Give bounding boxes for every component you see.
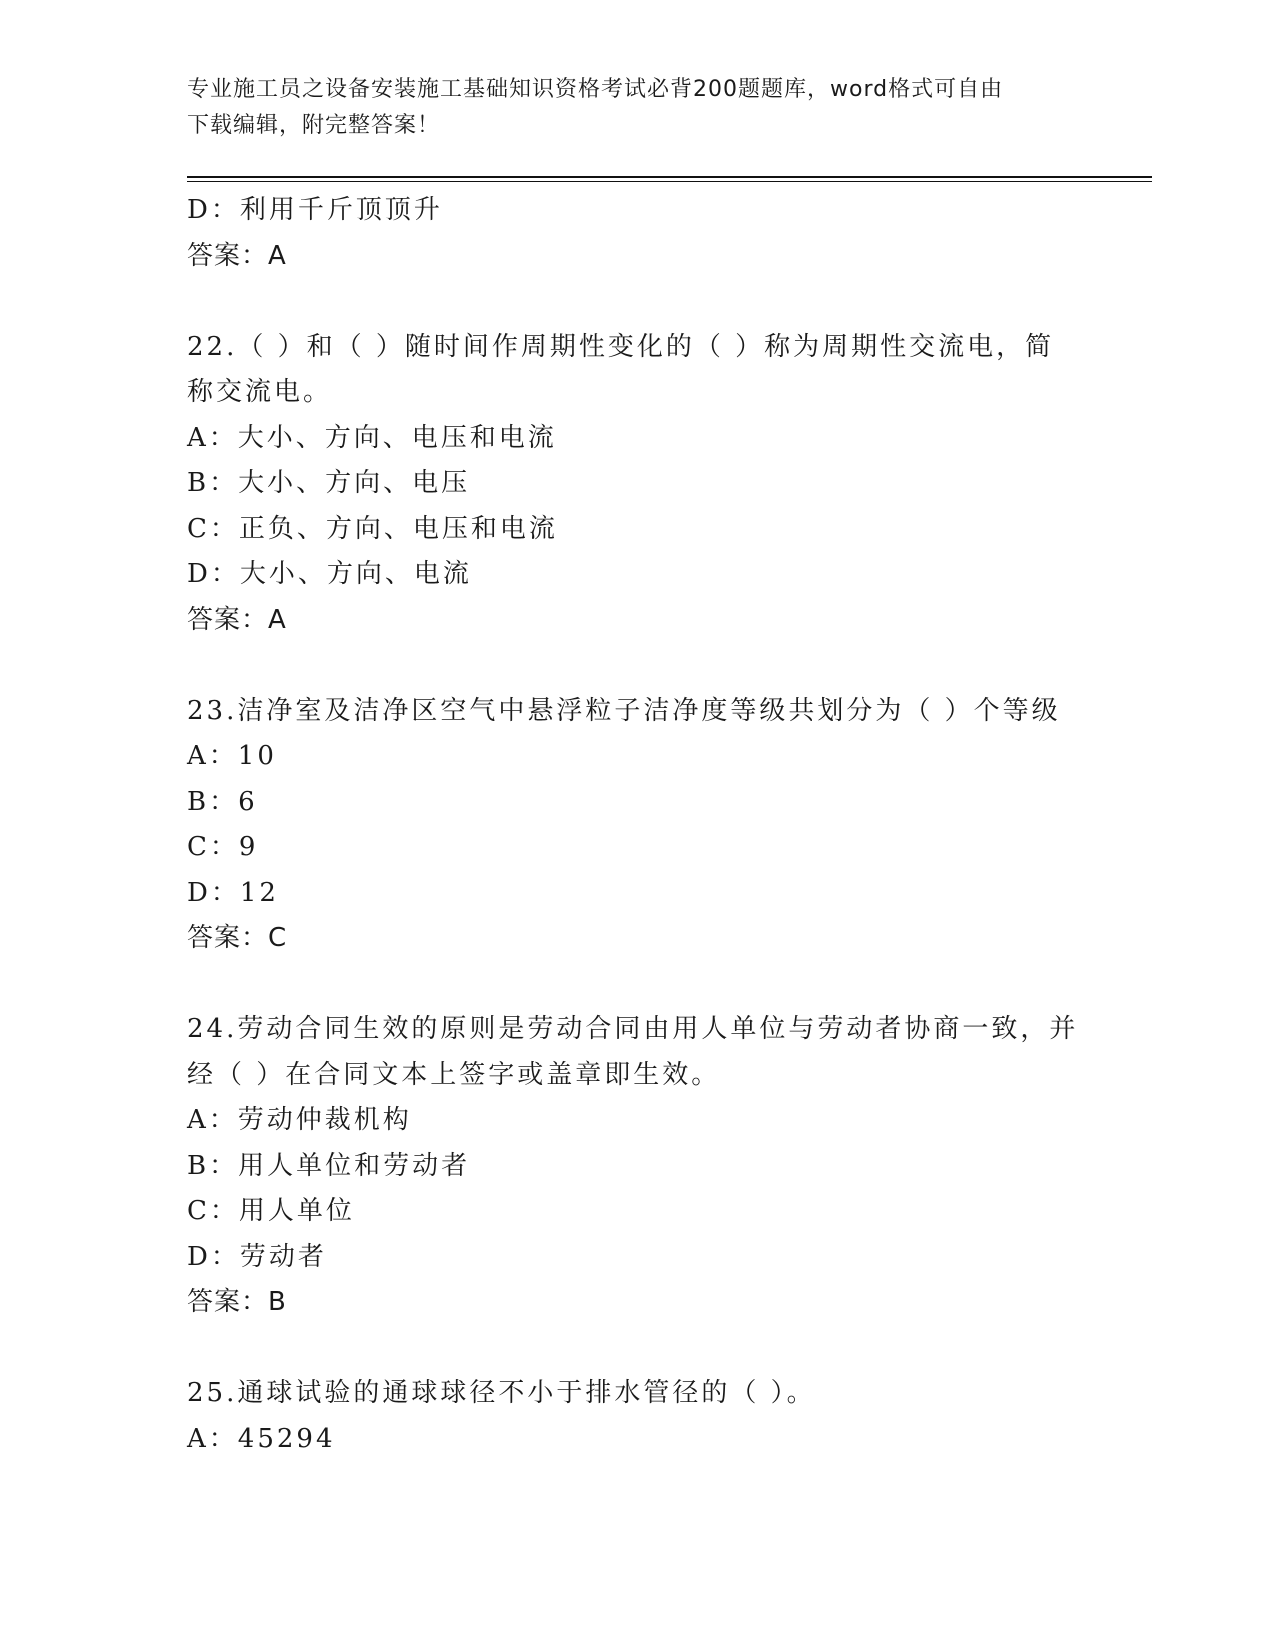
question-23	[187, 689, 1087, 962]
answer-line: 答案：A	[187, 240, 287, 271]
question-stem-line: 23.洁净室及洁净区空气中悬浮粒子洁净度等级共划分为（ ）个等级	[187, 695, 1061, 726]
header-rule-thick	[187, 176, 1152, 178]
option-a: A：劳动仲裁机构	[187, 1105, 412, 1135]
option-c: C：用人单位	[187, 1196, 355, 1226]
question-spacer	[187, 962, 1087, 1008]
question-stem-line: 经（ ）在合同文本上签字或盖章即生效。	[187, 1059, 721, 1090]
header-line-1: 专业施工员之设备安装施工基础知识资格考试必背200题题库，word格式可自由	[187, 77, 1004, 102]
question-25	[187, 1371, 1087, 1462]
document-header	[187, 72, 1067, 144]
option-b: B：大小、方向、电压	[187, 468, 471, 498]
option-d: D：劳动者	[187, 1241, 327, 1272]
question-22	[187, 325, 1087, 644]
option-a: A：10	[187, 741, 277, 771]
header-rule-thin	[187, 181, 1152, 182]
option-d: D：12	[187, 877, 279, 908]
question-24	[187, 1007, 1087, 1326]
question-spacer	[187, 1326, 1087, 1372]
option-c: C：正负、方向、电压和电流	[187, 513, 558, 544]
option-b: B：6	[187, 786, 258, 817]
answer-line: 答案：A	[187, 604, 287, 635]
option-c: C：9	[187, 832, 259, 862]
question-stem-line: 24.劳动合同生效的原则是劳动合同由用人单位与劳动者协商一致，并	[187, 1014, 1079, 1044]
question-stem-line: 25.通球试验的通球球径不小于排水管径的（ ）。	[187, 1378, 816, 1408]
option-d: D：大小、方向、电流	[187, 559, 472, 589]
header-line-2: 下载编辑，附完整答案！	[187, 113, 441, 138]
option-b: B：用人单位和劳动者	[187, 1150, 471, 1181]
question-stem-line: 称交流电。	[187, 377, 333, 407]
question-stem-line: 22.（ ）和（ ）随时间作周期性变化的（ ）称为周期性交流电，简	[187, 331, 1055, 362]
question-list	[187, 188, 1087, 1462]
option-a: A：45294	[187, 1423, 336, 1454]
option-a: A：大小、方向、电压和电流	[187, 422, 557, 453]
question-spacer	[187, 643, 1087, 689]
question-spacer	[187, 279, 1087, 325]
answer-line: 答案：C	[187, 923, 288, 953]
answer-line: 答案：B	[187, 1287, 287, 1317]
option-d: D：利用千斤顶顶升	[187, 195, 443, 225]
